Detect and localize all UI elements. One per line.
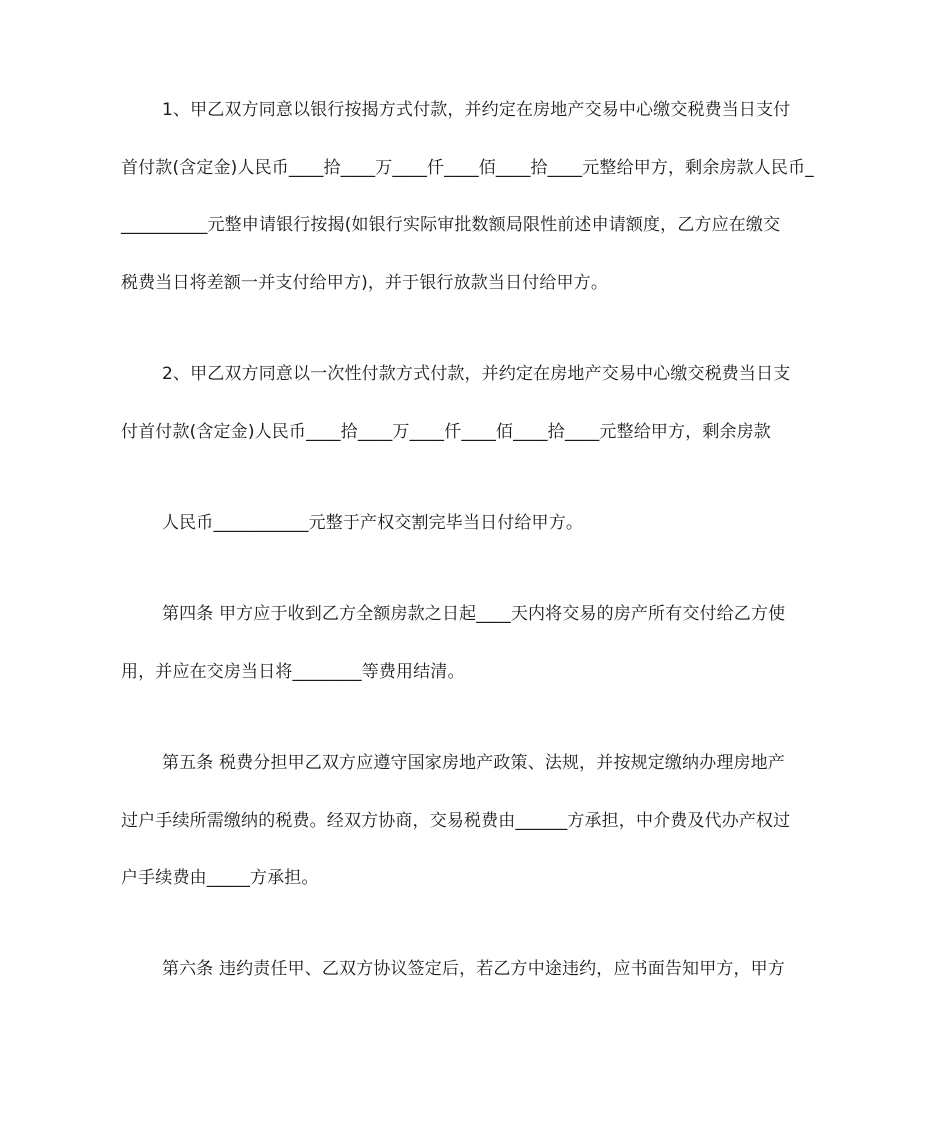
text-line: __________元整申请银行按揭(如银行实际审批数额局限性前述申请额度，乙方应在缴交 [121,215,781,235]
text-line: 用，并应在交房当日将________等费用结清。 [121,662,465,682]
text-line: 第五条 税费分担甲乙双方应遵守国家房地产政策、法规，并按规定缴纳办理房地产 [162,753,785,773]
text-line: 第四条 甲方应于收到乙方全额房款之日起____天内将交易的房产所有交付给乙方使 [162,604,786,624]
text-line: 首付款(含定金)人民币____拾____万____仟____佰____拾____元整给甲方，剩余房款人民币_ [121,158,814,178]
text-line: 1、甲乙双方同意以银行按揭方式付款，并约定在房地产交易中心缴交税费当日支付 [162,100,791,120]
text-line: 户手续费由_____方承担。 [121,868,319,888]
text-line: 付首付款(含定金)人民币____拾____万____仟____佰____拾____元整给甲方，剩余房款 [121,422,771,442]
text-line: 2、甲乙双方同意以一次性付款方式付款，并约定在房地产交易中心缴交税费当日支 [162,364,791,384]
text-line: 税费当日将差额一并支付给甲方)，并于银行放款当日付给甲方。 [121,273,608,293]
text-line: 第六条 违约责任甲、乙双方协议签定后，若乙方中途违约，应书面告知甲方，甲方 [162,959,785,979]
text-line: 人民币___________元整于产权交割完毕当日付给甲方。 [162,513,583,533]
text-line: 过户手续所需缴纳的税费。经双方协商，交易税费由______方承担，中介费及代办产权过 [121,811,791,831]
